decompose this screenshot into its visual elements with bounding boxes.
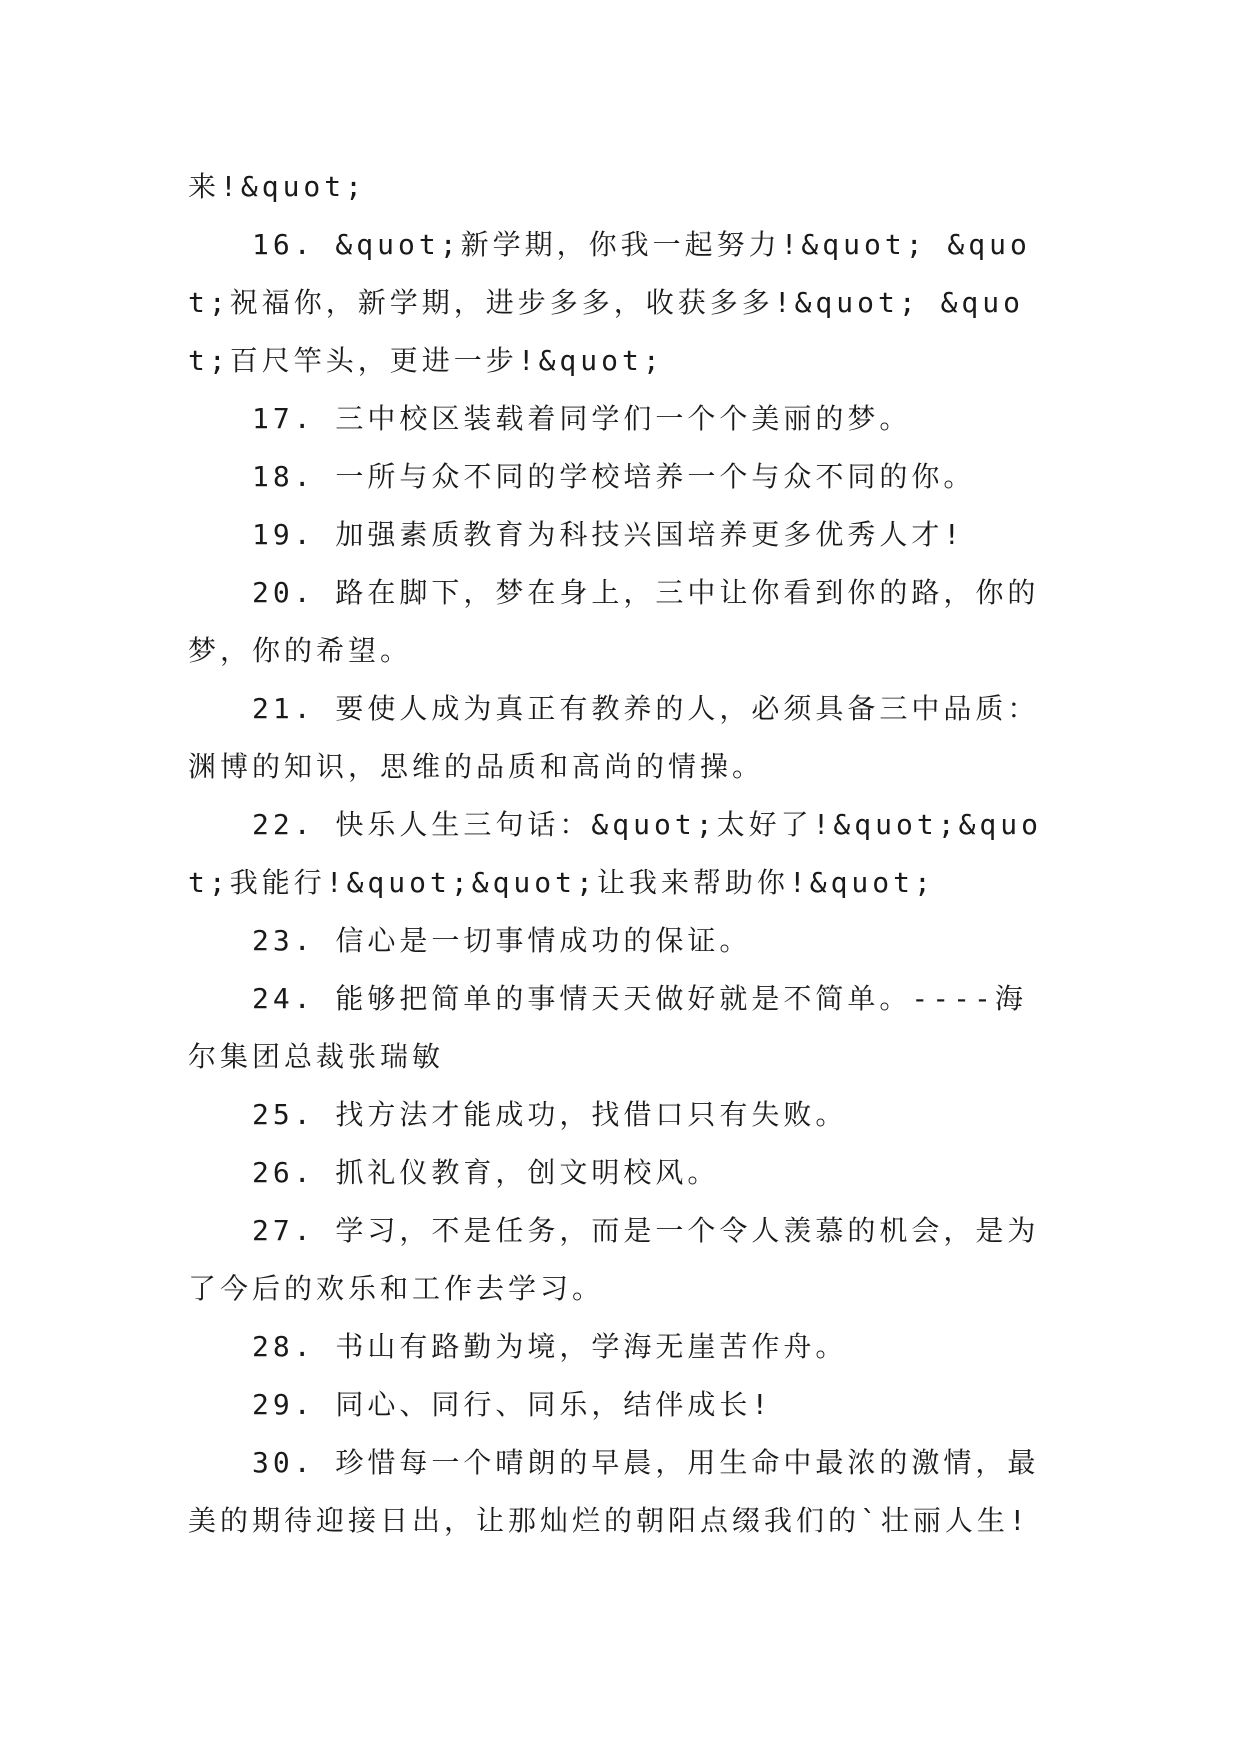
document-body xyxy=(188,158,1054,1550)
slogan-item-19: 19. 加强素质教育为科技兴国培养更多优秀人才! xyxy=(252,518,965,551)
slogan-item-29: 29. 同心、同行、同乐，结伴成长! xyxy=(252,1388,773,1421)
slogan-item-22: 22. 快乐人生三句话：&quot;太好了!&quot;&quot;我能行!&quot;&quot;让我来帮助你!&quot; xyxy=(188,808,1043,899)
slogan-item-30: 30. 珍惜每一个晴朗的早晨，用生命中最浓的激情，最美的期待迎接日出，让那灿烂的朝阳点缀我们的`壮丽人生! xyxy=(188,1446,1040,1537)
slogan-item-27: 27. 学习，不是任务，而是一个令人羡慕的机会，是为了今后的欢乐和工作去学习。 xyxy=(188,1214,1040,1305)
slogan-item-20: 20. 路在脚下，梦在身上，三中让你看到你的路，你的梦，你的希望。 xyxy=(188,576,1040,667)
paragraph-continuation: 来!&quot; xyxy=(188,170,367,203)
slogan-item-26: 26. 抓礼仪教育，创文明校风。 xyxy=(252,1156,720,1189)
slogan-item-16: 16. &quot;新学期，你我一起努力!&quot; &quot;祝福你，新学期，进步多多，收获多多!&quot; &quot;百尺竿头，更进一步!&quot; xyxy=(188,228,1031,377)
slogan-item-18: 18. 一所与众不同的学校培养一个与众不同的你。 xyxy=(252,460,976,493)
slogan-item-21: 21. 要使人成为真正有教养的人，必须具备三中品质：渊博的知识，思维的品质和高尚的情操。 xyxy=(188,692,1040,783)
slogan-item-23: 23. 信心是一切事情成功的保证。 xyxy=(252,924,752,957)
slogan-item-17: 17. 三中校区装载着同学们一个个美丽的梦。 xyxy=(252,402,912,435)
slogan-item-24: 24. 能够把简单的事情天天做好就是不简单。----海尔集团总裁张瑞敏 xyxy=(188,982,1027,1073)
slogan-item-28: 28. 书山有路勤为境，学海无崖苦作舟。 xyxy=(252,1330,848,1363)
slogan-item-25: 25. 找方法才能成功，找借口只有失败。 xyxy=(252,1098,848,1131)
